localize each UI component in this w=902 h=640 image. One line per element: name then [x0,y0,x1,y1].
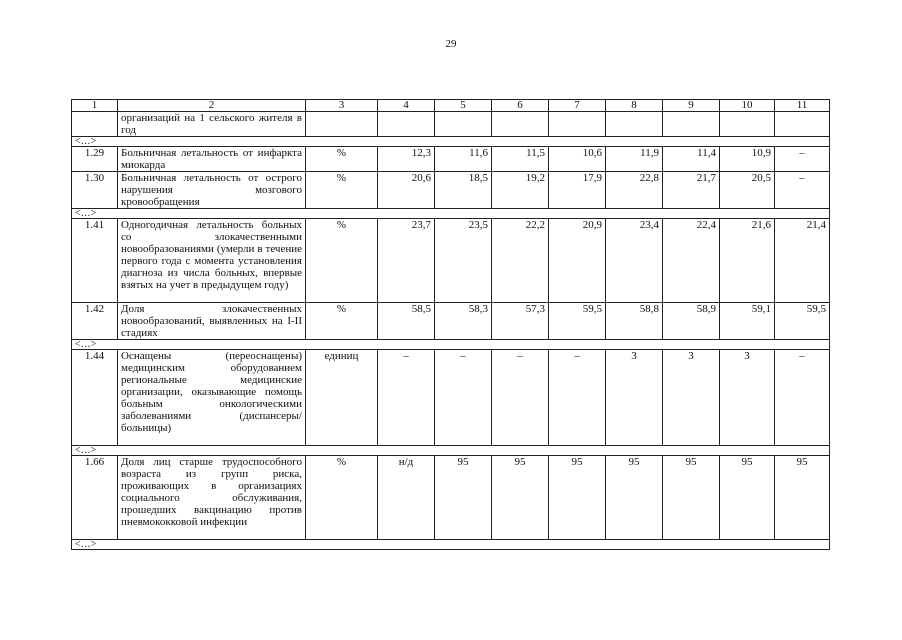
header-cell: 3 [306,100,378,112]
header-cell: 10 [720,100,775,112]
value-cell: 10,9 [720,147,775,172]
header-cell: 4 [378,100,435,112]
value-cell: 95 [492,456,549,540]
row-unit: % [306,219,378,303]
value-cell: 12,3 [378,147,435,172]
ellipsis-row [72,137,830,147]
value-cell: 10,6 [549,147,606,172]
row-number: 1.42 [72,303,118,340]
value-cell: 20,5 [720,172,775,209]
row-description: Одногодичная летальность больных со злокачественными новообразованиями (умерли в течение первого года с момента установления диагноза из числа больных, впервые взятых на учет в предыдущем году) [118,219,306,303]
value-cell: 17,9 [549,172,606,209]
header-cell: 1 [72,100,118,112]
value-cell: 19,2 [492,172,549,209]
value-cell: 57,3 [492,303,549,340]
value-cell: 3 [720,350,775,446]
ellipsis-marker: <…> [72,209,830,219]
row-number [72,112,118,137]
value-cell: 20,9 [549,219,606,303]
header-cell: 7 [549,100,606,112]
ellipsis-row [72,446,830,456]
indicators-table [71,99,830,550]
value-cell: 11,6 [435,147,492,172]
row-unit: единиц [306,350,378,446]
row-unit: % [306,456,378,540]
ellipsis-marker: <…> [72,540,830,550]
ellipsis-marker: <…> [72,446,830,456]
row-number: 1.41 [72,219,118,303]
row-description: Больничная летальность от инфаркта миокарда [118,147,306,172]
row-description: Больничная летальность от острого нарушения мозгового кровообращения [118,172,306,209]
table-row [72,456,830,540]
row-unit: % [306,172,378,209]
value-cell: 95 [720,456,775,540]
value-cell: – [492,350,549,446]
value-cell: 23,5 [435,219,492,303]
continuation-row [72,112,830,137]
value-cell: – [378,350,435,446]
value-cell: 59,1 [720,303,775,340]
value-cell: 3 [663,350,720,446]
table-row [72,172,830,209]
row-description: Доля лиц старше трудоспособного возраста из групп риска, проживающих в организациях социального обслуживания, прошедших вакцинацию против пневмококковой инфекции [118,456,306,540]
header-row [72,100,830,112]
ellipsis-row [72,340,830,350]
row-description: Оснащены (переоснащены) медицинским оборудованием региональные медицинские организации, оказывающие помощь больным онкологическими заболеваниями (диспансеры/больницы) [118,350,306,446]
value-cell: 22,4 [663,219,720,303]
header-cell: 9 [663,100,720,112]
ellipsis-row [72,540,830,550]
value-cell: 58,8 [606,303,663,340]
value-cell: 95 [435,456,492,540]
row-unit: % [306,147,378,172]
value-cell: 95 [606,456,663,540]
row-number: 1.30 [72,172,118,209]
value-cell: 11,4 [663,147,720,172]
row-unit: % [306,303,378,340]
value-cell: 95 [775,456,830,540]
value-cell: 59,5 [775,303,830,340]
ellipsis-row [72,209,830,219]
table-row [72,219,830,303]
value-cell: 11,5 [492,147,549,172]
value-cell: 22,2 [492,219,549,303]
value-cell: 18,5 [435,172,492,209]
value-cell: – [775,172,830,209]
ellipsis-marker: <…> [72,340,830,350]
value-cell: – [775,350,830,446]
value-cell: 21,6 [720,219,775,303]
row-number: 1.29 [72,147,118,172]
table-row [72,350,830,446]
value-cell: 21,4 [775,219,830,303]
value-cell: 11,9 [606,147,663,172]
value-cell: 20,6 [378,172,435,209]
value-cell: – [435,350,492,446]
table-row [72,303,830,340]
row-number: 1.66 [72,456,118,540]
value-cell: 22,8 [606,172,663,209]
row-description: организаций на 1 сельского жителя в год [118,112,306,137]
row-description: Доля злокачественных новообразований, выявленных на I-II стадиях [118,303,306,340]
header-cell: 2 [118,100,306,112]
header-cell: 6 [492,100,549,112]
value-cell: 59,5 [549,303,606,340]
row-number: 1.44 [72,350,118,446]
value-cell: 58,3 [435,303,492,340]
value-cell: – [549,350,606,446]
value-cell: 58,5 [378,303,435,340]
table-body [72,100,830,550]
value-cell: 23,4 [606,219,663,303]
header-cell: 5 [435,100,492,112]
ellipsis-marker: <…> [72,137,830,147]
value-cell: 3 [606,350,663,446]
value-cell: – [775,147,830,172]
value-cell: 58,9 [663,303,720,340]
value-cell: 23,7 [378,219,435,303]
header-cell: 11 [775,100,830,112]
value-cell: 95 [549,456,606,540]
header-cell: 8 [606,100,663,112]
page-number: 29 [445,38,457,50]
value-cell: н/д [378,456,435,540]
value-cell: 21,7 [663,172,720,209]
table-row [72,147,830,172]
value-cell: 95 [663,456,720,540]
